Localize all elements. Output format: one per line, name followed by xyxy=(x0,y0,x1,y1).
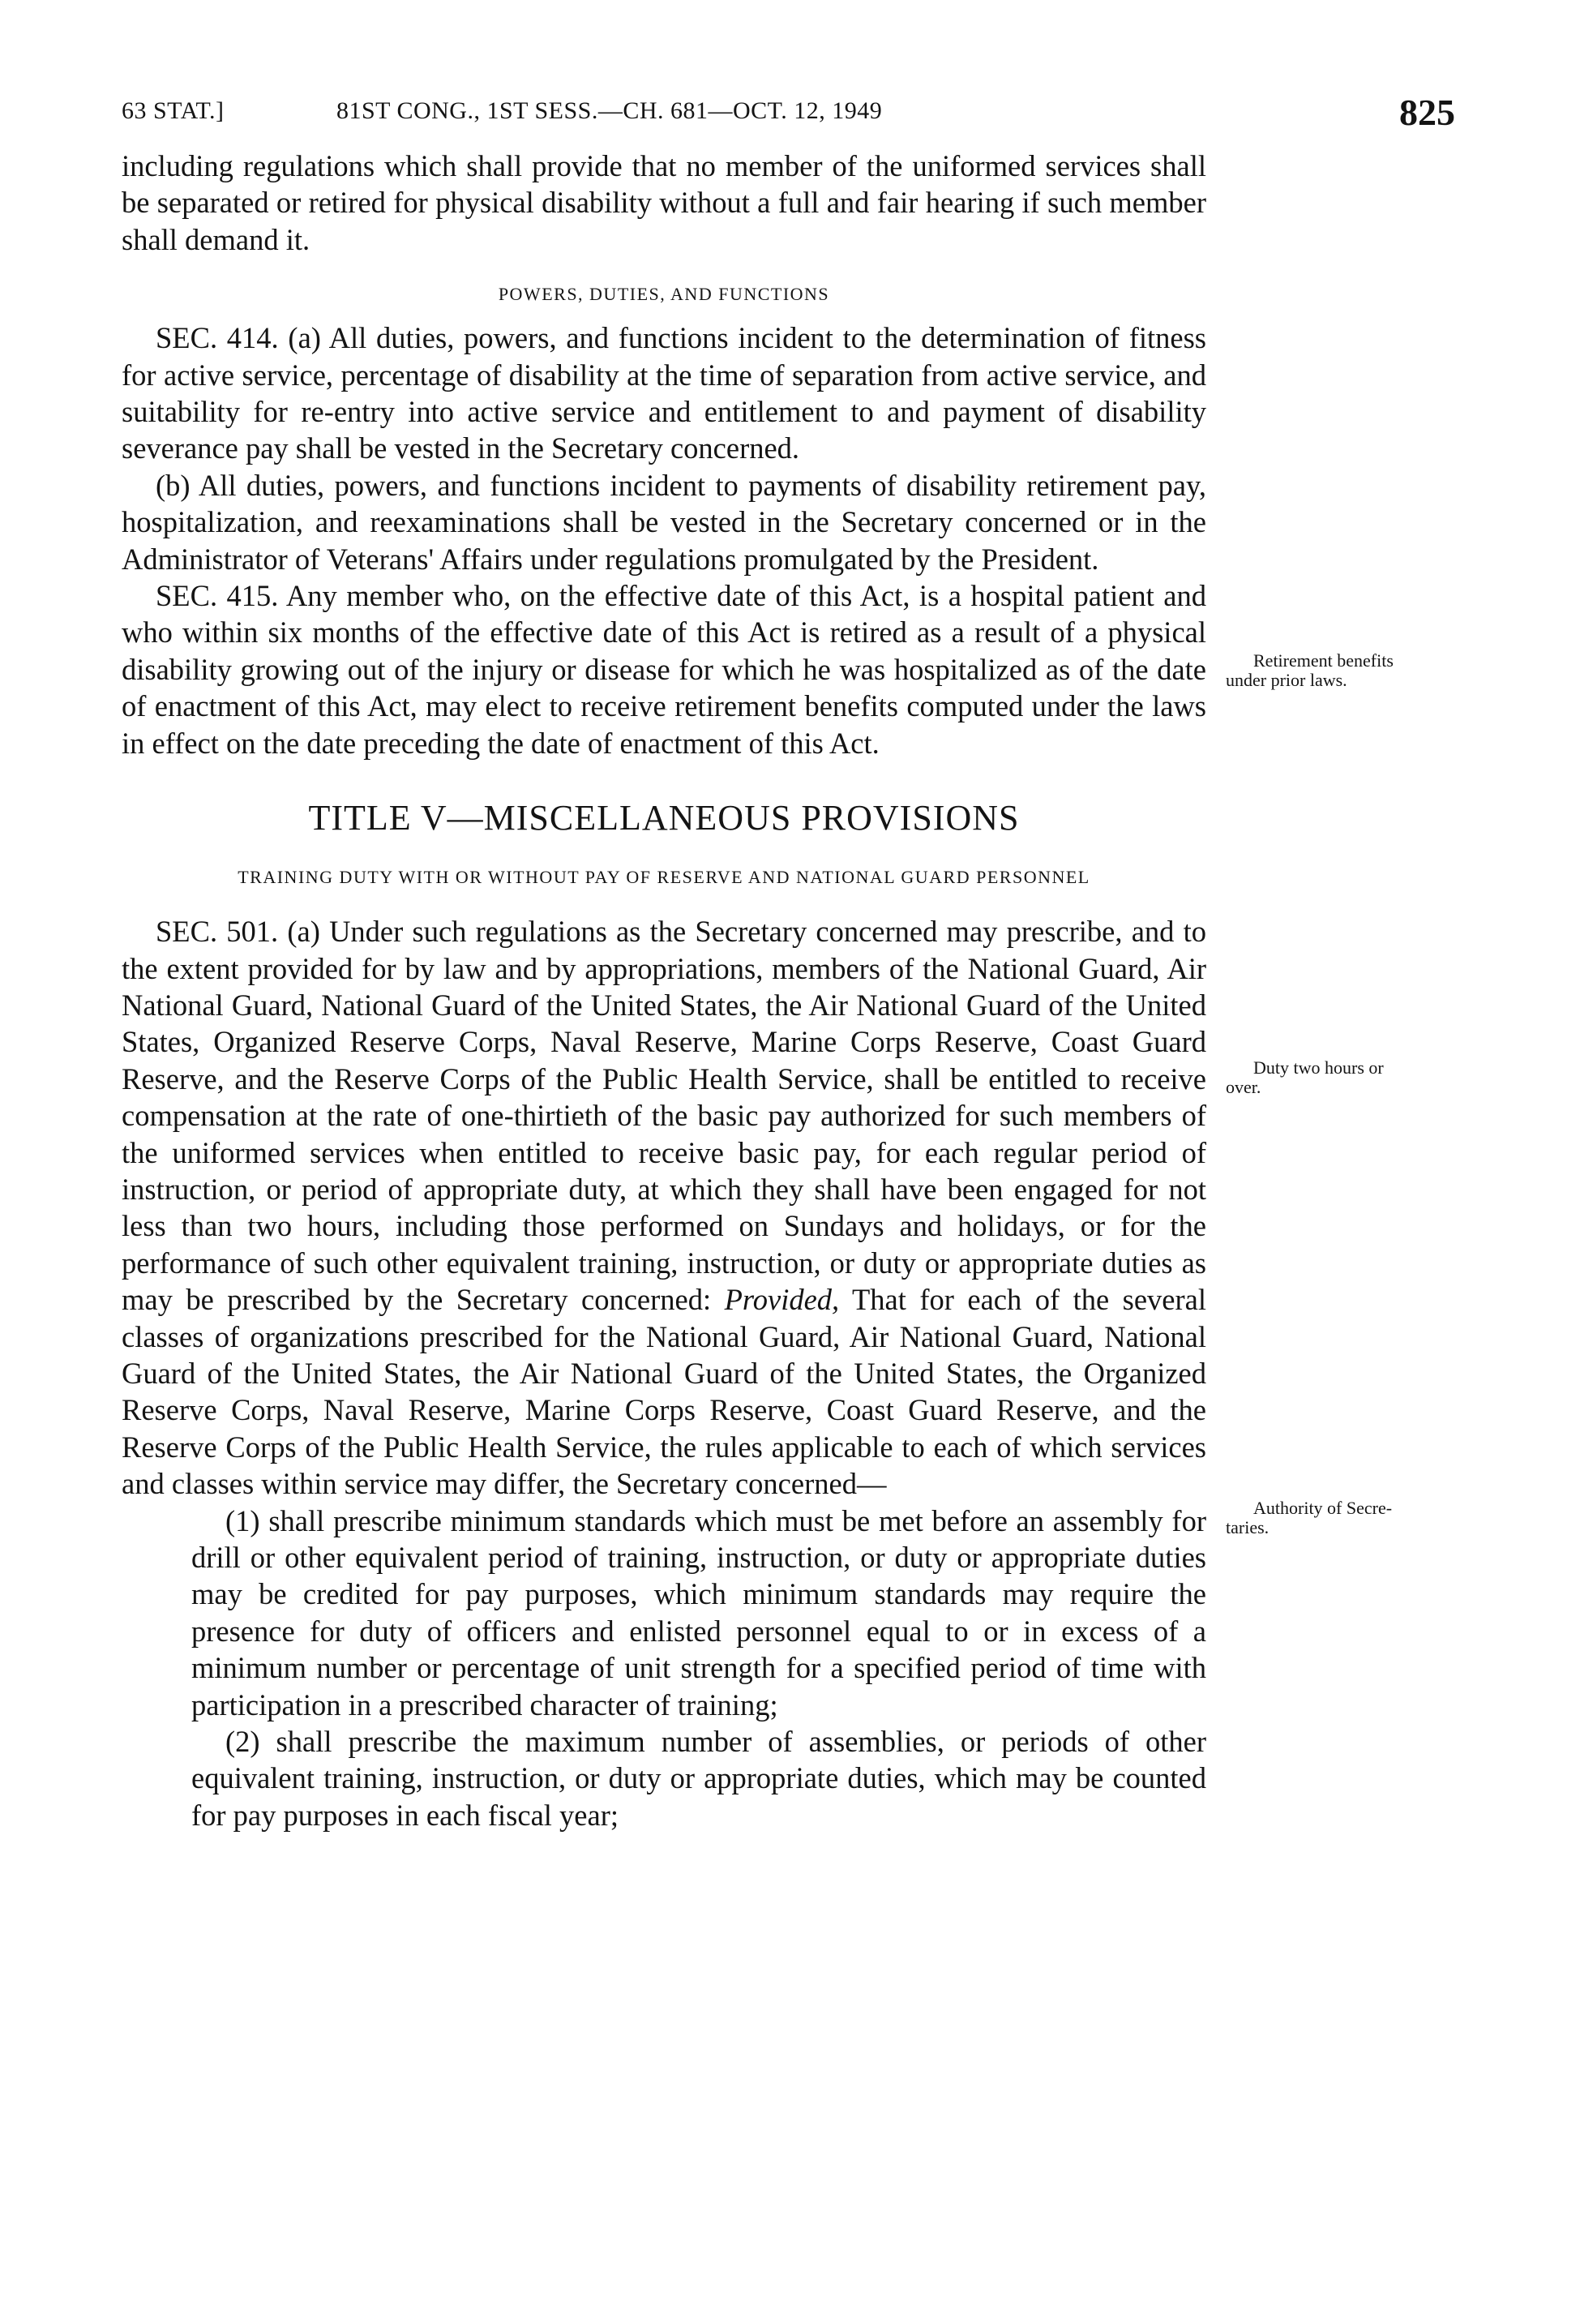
margin-note-duty-two-hours xyxy=(1226,1058,1461,1097)
margin-note-line: over. xyxy=(1226,1077,1261,1097)
margin-note-authority-of-secretaries xyxy=(1226,1499,1461,1537)
section-subheading-powers: POWERS, DUTIES, AND FUNCTIONS xyxy=(498,284,830,305)
section-501-a-proviso-text: That for each of the several classes of organizations prescribed for the National Guard, Air National Guard, National Guard of the United States, the Air National Guard of the United States, the Organized Reserve Corps, Naval Reserve, Marine Corps Reserve, Coast Guard Reserve, and the Reserve Corps of the Public Health Service, the rules applicable to each of which services and classes within service may differ, the Secretary concerned— xyxy=(122,1283,1206,1501)
margin-note-line: Retirement benefits xyxy=(1253,650,1394,671)
statute-citation: 63 STAT.] xyxy=(122,97,225,124)
running-header xyxy=(122,91,1455,139)
margin-note-line: under prior laws. xyxy=(1226,670,1347,690)
page-number: 825 xyxy=(1399,92,1455,133)
body-text-column xyxy=(122,148,1206,1833)
margin-note-line: Authority of Secre- xyxy=(1253,1498,1393,1518)
section-subheading-training: TRAINING DUTY WITH OR WITHOUT PAY OF RESERVE AND NATIONAL GUARD PERSONNEL xyxy=(238,867,1090,888)
margin-note-line: taries. xyxy=(1226,1517,1270,1537)
margin-note-line: Duty two hours or xyxy=(1253,1057,1384,1078)
session-chapter-date: 81ST CONG., 1ST SESS.—CH. 681—OCT. 12, 1949 xyxy=(336,97,883,124)
margin-note-retirement-benefits xyxy=(1226,651,1461,690)
section-501-a-text: SEC. 501. (a) Under such regulations as the Secretary concerned may prescribe, and to the extent provided for by law and by appropriations, members of the National Guard, Air National Guard, National Guard of the United States, the Air National Guard of the United States, Organized Reserve Corps, Naval Reserve, Marine Corps Reserve, Coast Guard Reserve, and the Reserve Corps of the Public Health Service, shall be entitled to receive compensation at the rate of one-thirtieth of the basic pay authorized for such members of the uniformed services when entitled to receive basic pay, for each regular period of instruction, or period of appropriate duty, at which they shall have been engaged for not less than two hours, including those performed on Sundays and holidays, or for the performance of such other equivalent training, instruction, or duty or appropriate duties as may be prescribed by the Secretary concerned: xyxy=(122,915,1206,1317)
list-item-2: (2) shall prescribe the maximum number of assemblies, or periods of other equivalent training, instruction, or duty or appropriate duties, which may be counted for pay purposes in each fiscal year; xyxy=(191,1725,1206,1832)
section-414-a: SEC. 414. (a) All duties, powers, and functions incident to the determination of fitness for active service, percentage of disability at the time of separation from active service, and suitability for re-entry into active service and entitlement to and payment of disability severance pay shall be vested in the Secretary concerned. xyxy=(122,321,1206,465)
section-414-b: (b) All duties, powers, and functions incident to payments of disability retirement pay, hospitalization, and reexaminations shall be vested in the Secretary concerned or in the Administrator of Veterans' Affairs under regulations promulgated by the President. xyxy=(122,468,1206,576)
title-heading: TITLE V—MISCELLANEOUS PROVISIONS xyxy=(308,798,1020,838)
section-415: SEC. 415. Any member who, on the effective date of this Act, is a hospital patient and who within six months of the effective date of this Act is retired as a result of a physical disability growing out of the injury or disease for which he was hospitalized as of the date of enactment of this Act, may elect to receive retirement benefits computed under the laws in effect on the date preceding the date of enactment of this Act. xyxy=(122,579,1206,760)
list-item-1: (1) shall prescribe minimum standards which must be met before an assembly for drill or other equivalent period of training, instruction, or duty or appropriate duties may be credited for pay purposes, which minimum standards may require the presence for duty of officers and enlisted personnel equal to or in excess of a minimum number or percentage of unit strength for a specified period of time with participation in a prescribed character of training; xyxy=(191,1503,1206,1722)
proviso-word: Provided, xyxy=(724,1283,840,1317)
section-501-a xyxy=(122,913,1206,1503)
continued-paragraph: including regulations which shall provide that no member of the uniformed services shall be separated or retired for physical disability without a full and fair hearing if such member shall demand it. xyxy=(122,149,1206,256)
